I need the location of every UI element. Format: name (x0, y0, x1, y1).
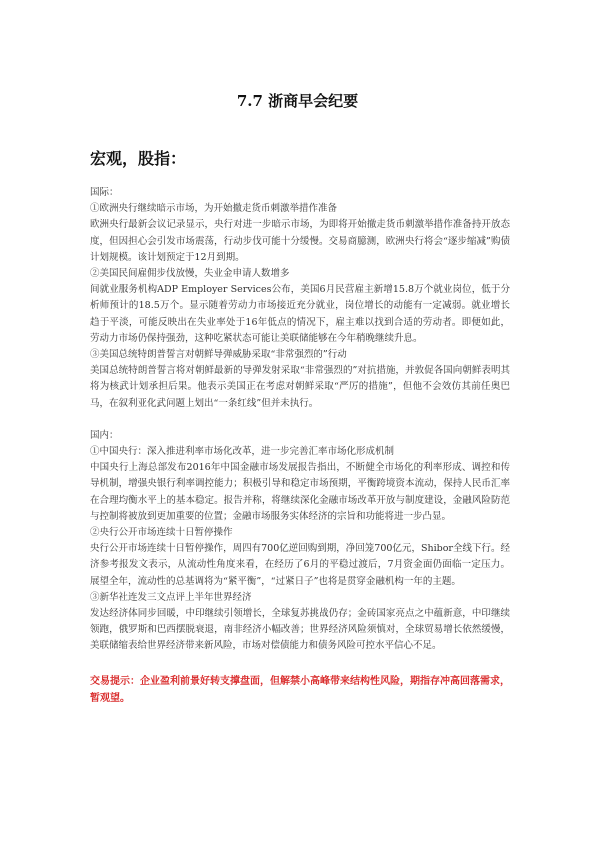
dom-item-3-heading: ③新华社连发三文点评上半年世界经济 (90, 591, 252, 603)
intl-item-1-text: 欧洲央行最新会议记录显示，央行对进一步暗示市场，为即将开始撤走货币刺激举措作准备持开放态度，但因担心会引发市场震荡，行动步伐可能十分缓慢。交易商臆测，欧洲央行将会“逐步缩减”购债计划规模。该计划预定于12月到期。 (90, 219, 510, 263)
intl-item-2-text: 间就业服务机构ADP Employer Services公布，美国6月民营雇主新增15.8万个就业岗位，低于分析师预计的18.5万个。显示随着劳动力市场接近充分就业，岗位增长的动能有一定减弱。就业增长趋于平淡，可能反映出在失业率处于16年低点的情况下，雇主难以找到合适的劳动者。即便如此，劳动力市场仍保持强劲，这种吃紧状态可能让美联储能够在今年稍晚继续升息。 (90, 284, 510, 344)
intl-item-3-text: 美国总统特朗普誓言将对朝鲜最新的导弹发射采取“非常强烈的”对抗措施，并敦促各国向朝鲜表明其将为核武计划承担后果。他表示美国正在考虑对朝鲜采取“严厉的措施”，但他不会效仿其前任奥巴马，在叙利亚化武问题上划出“一条红线”但并未执行。 (90, 365, 510, 409)
dom-item-1-text: 中国央行上海总部发布2016年中国金融市场发展报告指出，不断健全市场化的利率形成、调控和传导机制，增强央银行利率调控能力；积极引导和稳定市场预期，平衡跨境资本流动，保持人民币汇率在合理均衡水平上的基本稳定。报告并称，将继续深化金融市场改革开放与制度建设，金融风险防范与控制将被放到更加重要的位置；金融市场服务实体经济的宗旨和功能将进一步凸显。 (90, 462, 510, 522)
report-body (90, 185, 510, 707)
domestic-label: 国内： (90, 429, 119, 441)
intl-item-2-heading: ②美国民间雇佣步伐放慢，失业金申请人数增多 (90, 268, 290, 280)
dom-item-2-text: 央行公开市场连续十日暂停操作，周四有700亿逆回购到期，净回笼700亿元，Shibor全线下行。经济参考报发文表示，从流动性角度来看，在经历了6月的平稳过渡后，7月资金面仍面临一定压力。展望全年，流动性的总基调将为“紧平衡”，“过紧日子”也将是贯穿金融机构一年的主题。 (90, 543, 510, 587)
dom-item-3-text: 发达经济体同步回暖，中印继续引领增长，全球复苏挑战仍存；金砖国家亮点之中蕴新意，中印继续领跑，俄罗斯和巴西摆脱衰退，南非经济小幅改善；世界经济风险须慎对，全球贸易增长依然缓慢，美联储缩表给世界经济带来新风险，市场对偿债能力和债务风险可控水平信心不足。 (90, 608, 510, 652)
international-label: 国际： (90, 187, 119, 198)
spacer (90, 412, 510, 428)
intl-item-1-heading: ①欧洲央行继续暗示市场，为开始撤走货币刺激举措作准备 (90, 203, 338, 215)
dom-item-1-heading: ①中国央行：深入推进利率市场化改革，进一步完善汇率市场化形成机制 (90, 446, 395, 458)
section-heading: 宏观，股指： (90, 149, 187, 168)
trading-tip: 交易提示：企业盈利前景好转支撑盘面，但解禁小高峰带来结构性风险，期指存冲高回落需求，暂观望。 (90, 675, 510, 704)
dom-item-2-heading: ②央行公开市场连续十日暂停操作 (90, 527, 233, 539)
intl-item-3-heading: ③美国总统特朗普誓言对朝鲜导弹威胁采取“非常强烈的”行动 (90, 349, 347, 361)
page-title: 7.7 浙商早会纪要 (236, 92, 359, 110)
spacer (90, 655, 510, 673)
